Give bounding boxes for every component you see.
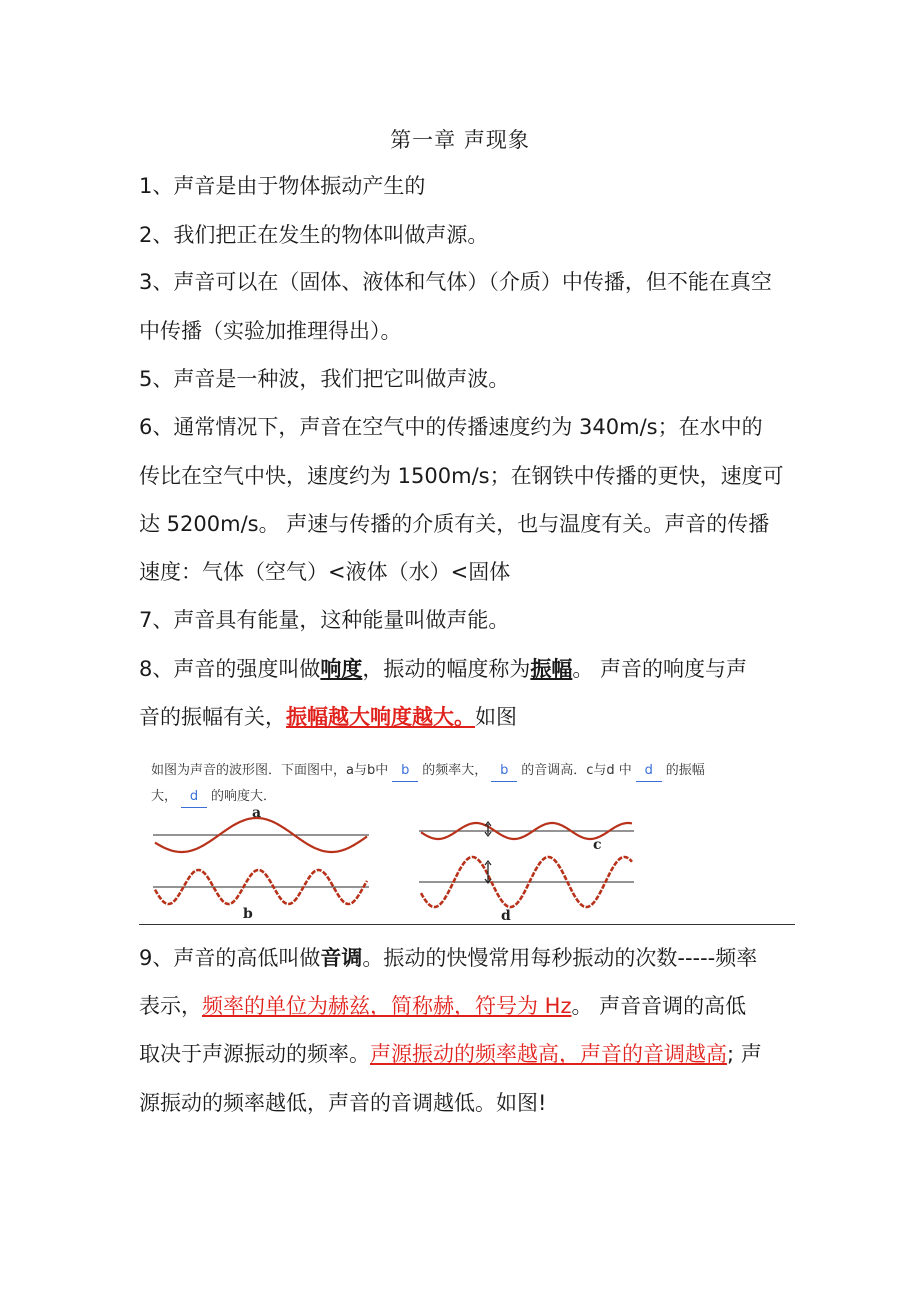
- paragraph-1: 1、声音是由于物体振动产生的: [139, 174, 426, 198]
- paragraph-9-line-1: [139, 944, 757, 972]
- p9-text-5: 取决于声源振动的频率。: [139, 1042, 370, 1066]
- p9-highlight-1: 频率的单位为赫兹，简称赫，符号为 Hz: [202, 994, 572, 1018]
- paragraph-3-line-2: 中传播（实验加推理得出）。: [139, 319, 402, 343]
- paragraph-7: 7、声音具有能量，这种能量叫做声能。: [139, 608, 510, 632]
- paragraph-8-line-2: [139, 703, 517, 731]
- answer-blank-2: b: [491, 761, 517, 782]
- keyword-pitch: 音调: [320, 946, 363, 970]
- wave-label-a: a: [252, 805, 262, 821]
- p8-text-4: 音的振幅有关，: [139, 705, 286, 729]
- waveform-diagram: [139, 752, 795, 924]
- caption-text: 的音调高．c与d 中: [521, 763, 632, 778]
- caption-text: 的响度大．: [211, 789, 277, 804]
- p9-text-3: 表示，: [139, 994, 202, 1018]
- caption-text: 的频率大，: [422, 763, 488, 778]
- p9-text-1: 9、声音的高低叫做: [139, 946, 321, 970]
- paragraph-9-line-3: [139, 1040, 762, 1068]
- wave-label-b: b: [243, 906, 253, 922]
- p9-text-6: ; 声: [727, 1042, 762, 1066]
- paragraph-9-line-4: 源振动的频率越低，声音的音调越低。如图!: [139, 1091, 547, 1115]
- paragraph-3-line-1: 3、声音可以在（固体、液体和气体）（介质）中传播，但不能在真空: [139, 270, 772, 294]
- wave-label-c: c: [593, 837, 602, 853]
- paragraph-8-line-1: [139, 655, 747, 683]
- caption-text: 的振幅: [665, 763, 705, 778]
- p9-highlight-2: 声源振动的频率越高，声音的音调越高: [370, 1042, 727, 1066]
- paragraph-6-line-3: 达 5200m/s。 声速与传播的介质有关，也与温度有关。声音的传播: [139, 512, 770, 536]
- answer-blank-4: d: [181, 787, 207, 808]
- paragraph-9-line-2: [139, 992, 746, 1020]
- keyword-loudness: 响度: [320, 657, 363, 681]
- paragraph-6-line-2: 传比在空气中快，速度约为 1500m/s；在钢铁中传播的更快，速度可: [139, 464, 784, 488]
- p8-highlight: 振幅越大响度越大。: [286, 705, 475, 729]
- paragraph-5: 5、声音是一种波，我们把它叫做声波。: [139, 367, 510, 391]
- answer-blank-1: b: [392, 761, 418, 782]
- waveform-figure: [139, 752, 795, 925]
- p8-text-1: 8、声音的强度叫做: [139, 657, 321, 681]
- p8-text-3: 。 声音的响度与声: [572, 657, 748, 681]
- paragraph-2: 2、我们把正在发生的物体叫做声源。: [139, 223, 489, 247]
- answer-blank-3: d: [636, 761, 662, 782]
- p8-text-5: 如图: [475, 705, 517, 729]
- paragraph-6-line-1: 6、通常情况下，声音在空气中的传播速度约为 340m/s；在水中的: [139, 415, 763, 439]
- keyword-amplitude: 振幅: [530, 657, 573, 681]
- p9-text-2: 。振动的快慢常用每秒振动的次数-----频率: [362, 946, 758, 970]
- wave-label-d: d: [501, 908, 511, 924]
- caption-text: 大，: [151, 789, 178, 804]
- page-title: 第一章 声现象: [390, 128, 530, 152]
- p9-text-4: 。 声音音调的高低: [571, 994, 747, 1018]
- p8-text-2: ，振动的幅度称为: [362, 657, 531, 681]
- caption-text: 如图为声音的波形图．下面图中，a与b中: [151, 763, 389, 778]
- paragraph-6-line-4: 速度：气体（空气）<液体（水）<固体: [139, 560, 511, 584]
